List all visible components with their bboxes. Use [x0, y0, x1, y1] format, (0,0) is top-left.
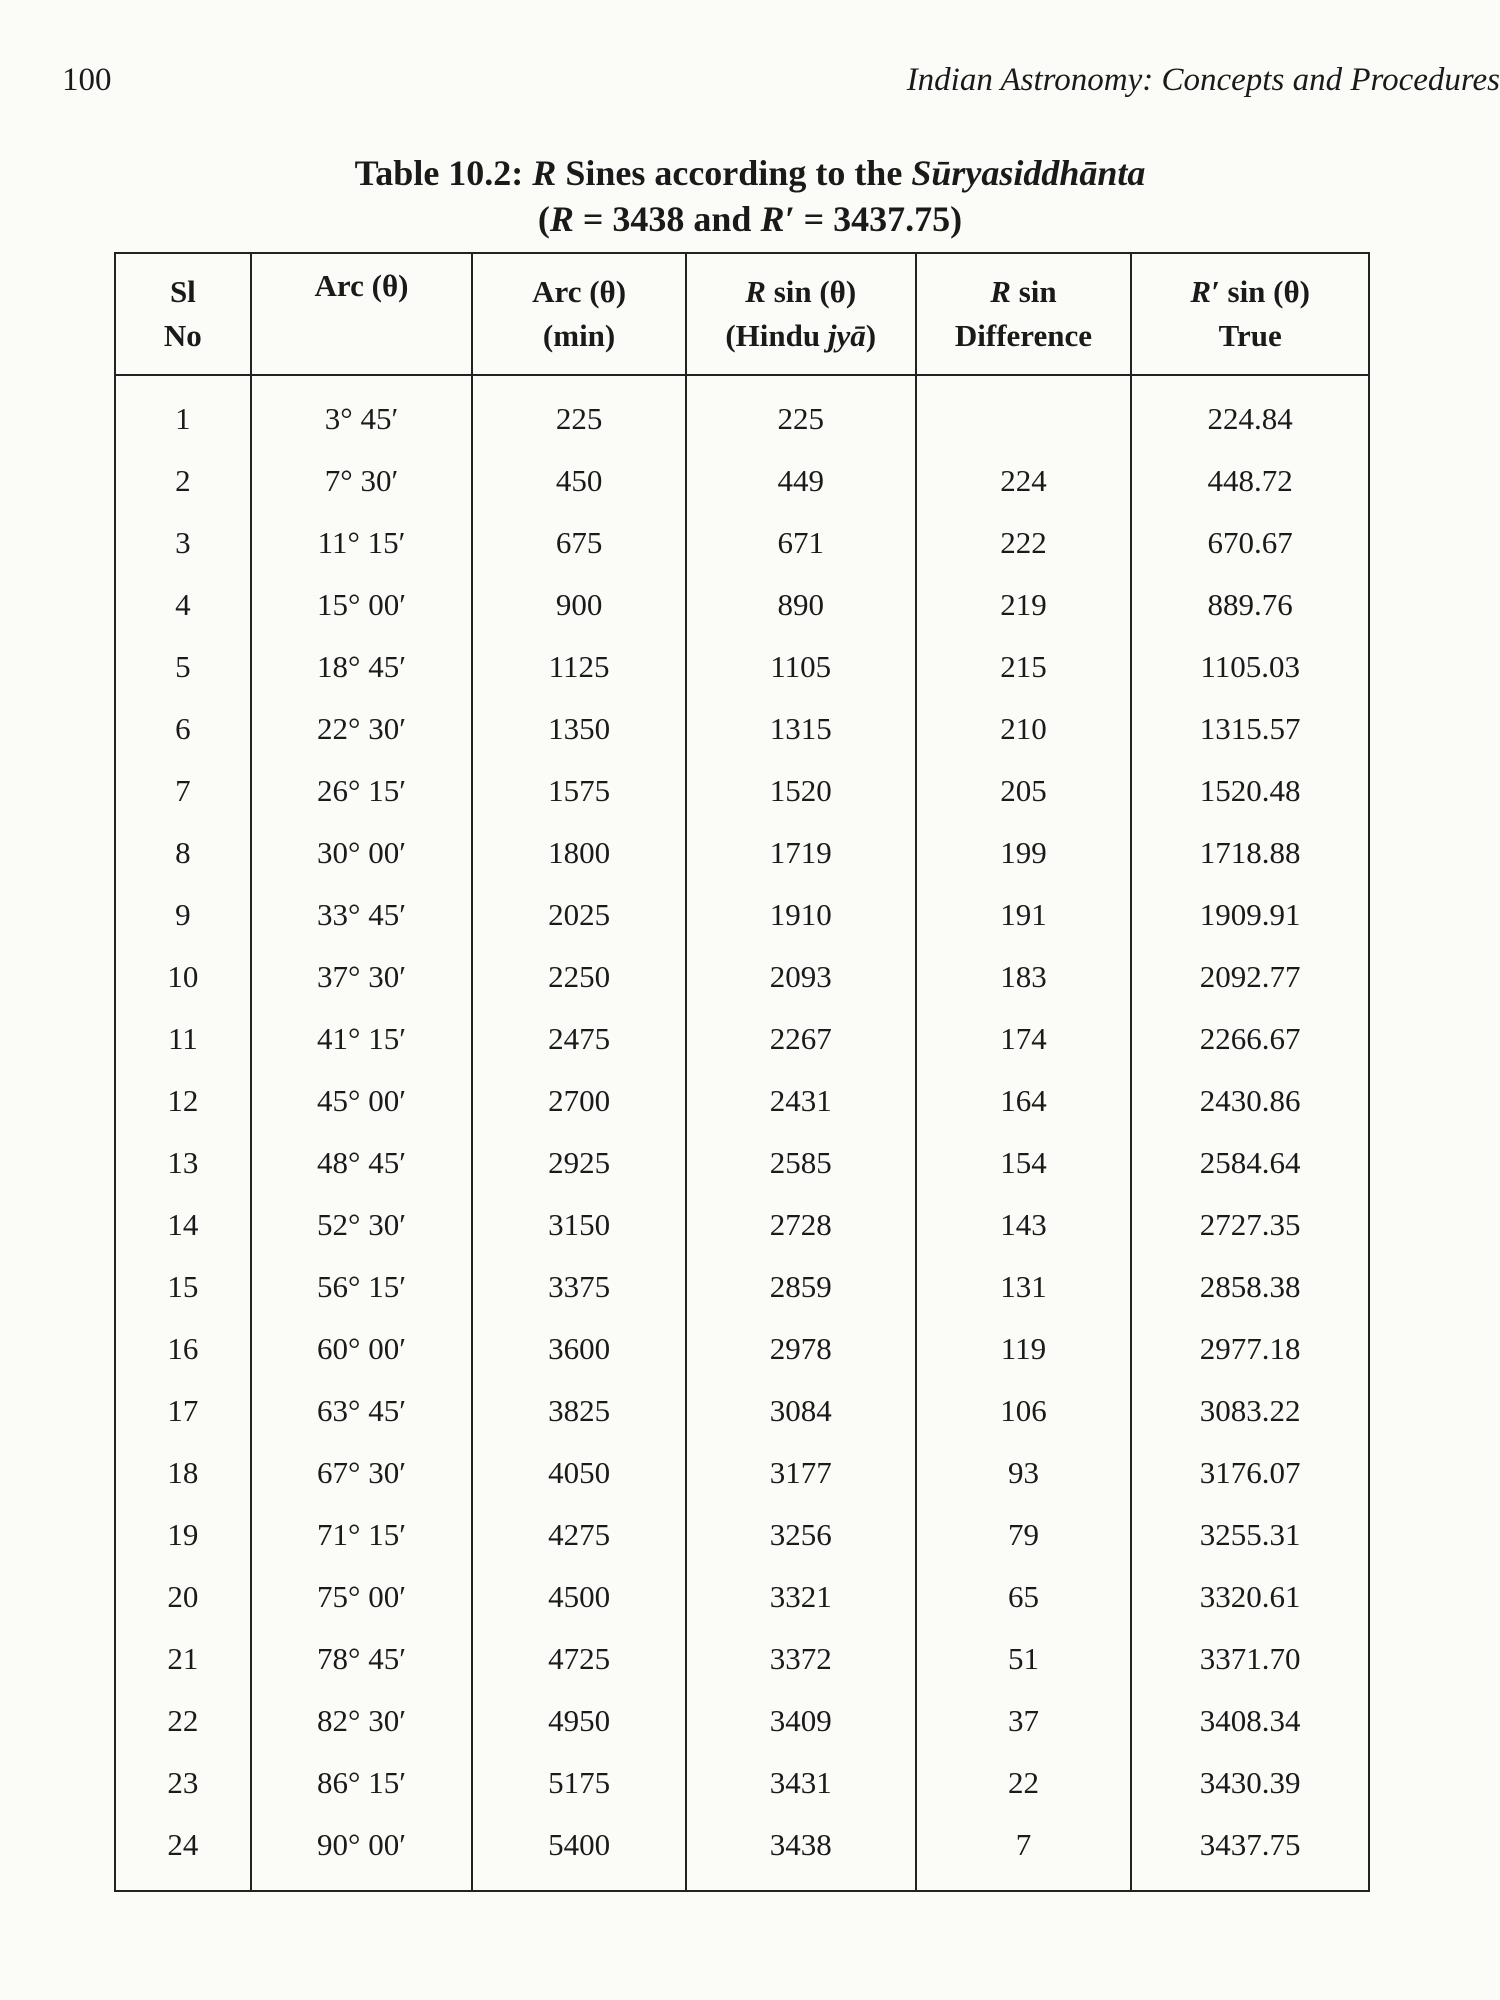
- table-row: [115, 698, 1369, 760]
- cell-arc-min: 450: [472, 450, 686, 512]
- cell-rsin-difference: 183: [916, 946, 1132, 1008]
- cell-rprime-sin-true: 1105.03: [1131, 636, 1369, 698]
- cell-rsin-hindu: 3409: [686, 1690, 916, 1752]
- cell-sl-no: 18: [115, 1442, 251, 1504]
- cell-sl-no: 17: [115, 1380, 251, 1442]
- cell-rprime-sin-true: 670.67: [1131, 512, 1369, 574]
- col-header-sl-no: Sl No: [115, 253, 251, 375]
- caption-open: (: [537, 199, 550, 239]
- cell-rsin-hindu: 3084: [686, 1380, 916, 1442]
- cell-rsin-hindu: 2728: [686, 1194, 916, 1256]
- col-header-arc-min: Arc (θ) (min): [472, 253, 686, 375]
- cell-rsin-hindu: 1719: [686, 822, 916, 884]
- cell-sl-no: 1: [115, 375, 251, 450]
- cell-sl-no: 19: [115, 1504, 251, 1566]
- cell-arc: 15° 00′: [251, 574, 473, 636]
- table-caption: [0, 150, 1500, 242]
- cell-sl-no: 13: [115, 1132, 251, 1194]
- cell-arc: 41° 15′: [251, 1008, 473, 1070]
- cell-rprime-sin-true: 889.76: [1131, 574, 1369, 636]
- cell-rprime-sin-true: 3083.22: [1131, 1380, 1369, 1442]
- cell-arc-min: 4725: [472, 1628, 686, 1690]
- cell-rsin-hindu: 2267: [686, 1008, 916, 1070]
- caption-line-2: [0, 196, 1500, 242]
- cell-sl-no: 14: [115, 1194, 251, 1256]
- table-row: [115, 1690, 1369, 1752]
- cell-arc: 26° 15′: [251, 760, 473, 822]
- cell-arc-min: 4500: [472, 1566, 686, 1628]
- cell-rprime-sin-true: 3255.31: [1131, 1504, 1369, 1566]
- cell-rprime-sin-true: 1315.57: [1131, 698, 1369, 760]
- table-row: [115, 574, 1369, 636]
- cell-arc-min: 1800: [472, 822, 686, 884]
- cell-rprime-sin-true: 3437.75: [1131, 1814, 1369, 1891]
- cell-arc-min: 4275: [472, 1504, 686, 1566]
- cell-rsin-difference: 191: [916, 884, 1132, 946]
- cell-rprime-sin-true: 3408.34: [1131, 1690, 1369, 1752]
- cell-sl-no: 8: [115, 822, 251, 884]
- cell-arc: 48° 45′: [251, 1132, 473, 1194]
- cell-rprime-sin-true: 2430.86: [1131, 1070, 1369, 1132]
- cell-arc-min: 1125: [472, 636, 686, 698]
- table-row: [115, 512, 1369, 574]
- cell-rsin-hindu: 2859: [686, 1256, 916, 1318]
- table-header-row: [115, 253, 1369, 375]
- cell-arc-min: 1575: [472, 760, 686, 822]
- cell-arc-min: 675: [472, 512, 686, 574]
- cell-arc-min: 2700: [472, 1070, 686, 1132]
- cell-rsin-hindu: 3256: [686, 1504, 916, 1566]
- cell-sl-no: 7: [115, 760, 251, 822]
- table-row: [115, 884, 1369, 946]
- cell-rprime-sin-true: 2977.18: [1131, 1318, 1369, 1380]
- cell-arc-min: 3375: [472, 1256, 686, 1318]
- cell-sl-no: 23: [115, 1752, 251, 1814]
- cell-rsin-hindu: 2978: [686, 1318, 916, 1380]
- cell-rsin-hindu: 3438: [686, 1814, 916, 1891]
- rsine-table: [114, 252, 1370, 1892]
- cell-arc-min: 2250: [472, 946, 686, 1008]
- cell-arc: 33° 45′: [251, 884, 473, 946]
- cell-arc: 22° 30′: [251, 698, 473, 760]
- table-row: [115, 1318, 1369, 1380]
- cell-arc-min: 1350: [472, 698, 686, 760]
- cell-rsin-hindu: 225: [686, 375, 916, 450]
- cell-sl-no: 11: [115, 1008, 251, 1070]
- cell-arc: 30° 00′: [251, 822, 473, 884]
- cell-rsin-difference: [916, 375, 1132, 450]
- col-header-rprime-sin-true: R′ sin (θ) True: [1131, 253, 1369, 375]
- cell-arc: 90° 00′: [251, 1814, 473, 1891]
- cell-sl-no: 3: [115, 512, 251, 574]
- cell-arc: 60° 00′: [251, 1318, 473, 1380]
- table-row: [115, 1380, 1369, 1442]
- cell-rprime-sin-true: 3320.61: [1131, 1566, 1369, 1628]
- page-number: 100: [62, 62, 112, 98]
- cell-sl-no: 6: [115, 698, 251, 760]
- table-row: [115, 1752, 1369, 1814]
- cell-sl-no: 9: [115, 884, 251, 946]
- cell-rsin-difference: 215: [916, 636, 1132, 698]
- table-row: [115, 1442, 1369, 1504]
- cell-rsin-difference: 210: [916, 698, 1132, 760]
- cell-arc-min: 900: [472, 574, 686, 636]
- cell-rsin-hindu: 890: [686, 574, 916, 636]
- cell-rsin-hindu: 1520: [686, 760, 916, 822]
- cell-rsin-hindu: 3431: [686, 1752, 916, 1814]
- cell-arc-min: 4050: [472, 1442, 686, 1504]
- cell-rsin-difference: 65: [916, 1566, 1132, 1628]
- table-row: [115, 1504, 1369, 1566]
- cell-rprime-sin-true: 1520.48: [1131, 760, 1369, 822]
- cell-arc: 67° 30′: [251, 1442, 473, 1504]
- cell-rsin-difference: 22: [916, 1752, 1132, 1814]
- caption-text: Sines according to the: [565, 153, 903, 193]
- cell-arc-min: 5400: [472, 1814, 686, 1891]
- cell-arc: 37° 30′: [251, 946, 473, 1008]
- cell-arc-min: 2925: [472, 1132, 686, 1194]
- cell-rsin-difference: 79: [916, 1504, 1132, 1566]
- col-header-arc: Arc (θ): [251, 253, 473, 375]
- cell-arc: 56° 15′: [251, 1256, 473, 1318]
- cell-rsin-difference: 51: [916, 1628, 1132, 1690]
- cell-rsin-hindu: 3372: [686, 1628, 916, 1690]
- cell-arc: 75° 00′: [251, 1566, 473, 1628]
- cell-rsin-difference: 7: [916, 1814, 1132, 1891]
- table-row: [115, 450, 1369, 512]
- cell-sl-no: 20: [115, 1566, 251, 1628]
- cell-sl-no: 5: [115, 636, 251, 698]
- caption-r2: R: [549, 199, 574, 239]
- cell-rprime-sin-true: 3176.07: [1131, 1442, 1369, 1504]
- cell-arc-min: 3150: [472, 1194, 686, 1256]
- cell-rprime-sin-true: 2727.35: [1131, 1194, 1369, 1256]
- table-row: [115, 1132, 1369, 1194]
- cell-rprime-sin-true: 2858.38: [1131, 1256, 1369, 1318]
- cell-rsin-difference: 37: [916, 1690, 1132, 1752]
- cell-arc: 18° 45′: [251, 636, 473, 698]
- cell-arc: 52° 30′: [251, 1194, 473, 1256]
- table-row: [115, 375, 1369, 450]
- cell-rprime-sin-true: 3371.70: [1131, 1628, 1369, 1690]
- table-row: [115, 636, 1369, 698]
- cell-arc: 78° 45′: [251, 1628, 473, 1690]
- cell-rsin-hindu: 1910: [686, 884, 916, 946]
- cell-arc-min: 4950: [472, 1690, 686, 1752]
- cell-rprime-sin-true: 2266.67: [1131, 1008, 1369, 1070]
- caption-title: Sūryasiddhānta: [911, 153, 1146, 193]
- cell-rsin-difference: 199: [916, 822, 1132, 884]
- cell-arc-min: 2025: [472, 884, 686, 946]
- cell-arc-min: 2475: [472, 1008, 686, 1070]
- caption-rprime: R′: [760, 199, 795, 239]
- cell-rsin-hindu: 1315: [686, 698, 916, 760]
- table-body: [115, 375, 1369, 1891]
- cell-arc: 63° 45′: [251, 1380, 473, 1442]
- cell-sl-no: 10: [115, 946, 251, 1008]
- cell-rsin-difference: 93: [916, 1442, 1132, 1504]
- cell-arc: 71° 15′: [251, 1504, 473, 1566]
- cell-rsin-difference: 205: [916, 760, 1132, 822]
- cell-rsin-hindu: 1105: [686, 636, 916, 698]
- cell-rsin-hindu: 3177: [686, 1442, 916, 1504]
- cell-rprime-sin-true: 2584.64: [1131, 1132, 1369, 1194]
- cell-rprime-sin-true: 3430.39: [1131, 1752, 1369, 1814]
- cell-rsin-difference: 106: [916, 1380, 1132, 1442]
- cell-rsin-difference: 222: [916, 512, 1132, 574]
- cell-arc: 11° 15′: [251, 512, 473, 574]
- caption-end: = 3437.75): [803, 199, 963, 239]
- cell-rprime-sin-true: 1909.91: [1131, 884, 1369, 946]
- cell-rsin-difference: 131: [916, 1256, 1132, 1318]
- table-row: [115, 1070, 1369, 1132]
- table-row: [115, 946, 1369, 1008]
- table-row: [115, 1008, 1369, 1070]
- cell-rsin-hindu: 449: [686, 450, 916, 512]
- cell-sl-no: 12: [115, 1070, 251, 1132]
- cell-rsin-difference: 224: [916, 450, 1132, 512]
- cell-rsin-hindu: 671: [686, 512, 916, 574]
- cell-sl-no: 15: [115, 1256, 251, 1318]
- cell-sl-no: 16: [115, 1318, 251, 1380]
- cell-rprime-sin-true: 448.72: [1131, 450, 1369, 512]
- table-row: [115, 760, 1369, 822]
- cell-rsin-difference: 174: [916, 1008, 1132, 1070]
- cell-sl-no: 22: [115, 1690, 251, 1752]
- col-header-rsin-hindu: R sin (θ) (Hindu jyā): [686, 253, 916, 375]
- table-row: [115, 1628, 1369, 1690]
- cell-rsin-difference: 164: [916, 1070, 1132, 1132]
- cell-rsin-hindu: 2093: [686, 946, 916, 1008]
- running-head: Indian Astronomy: Concepts and Procedures: [906, 62, 1500, 98]
- cell-rsin-difference: 119: [916, 1318, 1132, 1380]
- caption-label: Table 10.2:: [354, 153, 524, 193]
- cell-arc: 82° 30′: [251, 1690, 473, 1752]
- table-row: [115, 1194, 1369, 1256]
- cell-arc-min: 3600: [472, 1318, 686, 1380]
- cell-rprime-sin-true: 224.84: [1131, 375, 1369, 450]
- cell-arc-min: 3825: [472, 1380, 686, 1442]
- col-header-rsin-difference: R sin Difference: [916, 253, 1132, 375]
- caption-mid: = 3438 and: [582, 199, 752, 239]
- cell-rprime-sin-true: 1718.88: [1131, 822, 1369, 884]
- cell-sl-no: 21: [115, 1628, 251, 1690]
- table-row: [115, 1256, 1369, 1318]
- table-row: [115, 1814, 1369, 1891]
- cell-rsin-hindu: 2431: [686, 1070, 916, 1132]
- cell-arc: 7° 30′: [251, 450, 473, 512]
- cell-sl-no: 4: [115, 574, 251, 636]
- cell-rsin-hindu: 3321: [686, 1566, 916, 1628]
- caption-r: R: [532, 153, 557, 193]
- table-row: [115, 1566, 1369, 1628]
- cell-arc: 86° 15′: [251, 1752, 473, 1814]
- cell-sl-no: 24: [115, 1814, 251, 1891]
- cell-arc: 3° 45′: [251, 375, 473, 450]
- cell-rsin-difference: 143: [916, 1194, 1132, 1256]
- cell-arc-min: 225: [472, 375, 686, 450]
- cell-rsin-difference: 154: [916, 1132, 1132, 1194]
- table-row: [115, 822, 1369, 884]
- cell-sl-no: 2: [115, 450, 251, 512]
- cell-arc: 45° 00′: [251, 1070, 473, 1132]
- cell-rprime-sin-true: 2092.77: [1131, 946, 1369, 1008]
- caption-line-1: [0, 150, 1500, 196]
- cell-arc-min: 5175: [472, 1752, 686, 1814]
- cell-rsin-hindu: 2585: [686, 1132, 916, 1194]
- cell-rsin-difference: 219: [916, 574, 1132, 636]
